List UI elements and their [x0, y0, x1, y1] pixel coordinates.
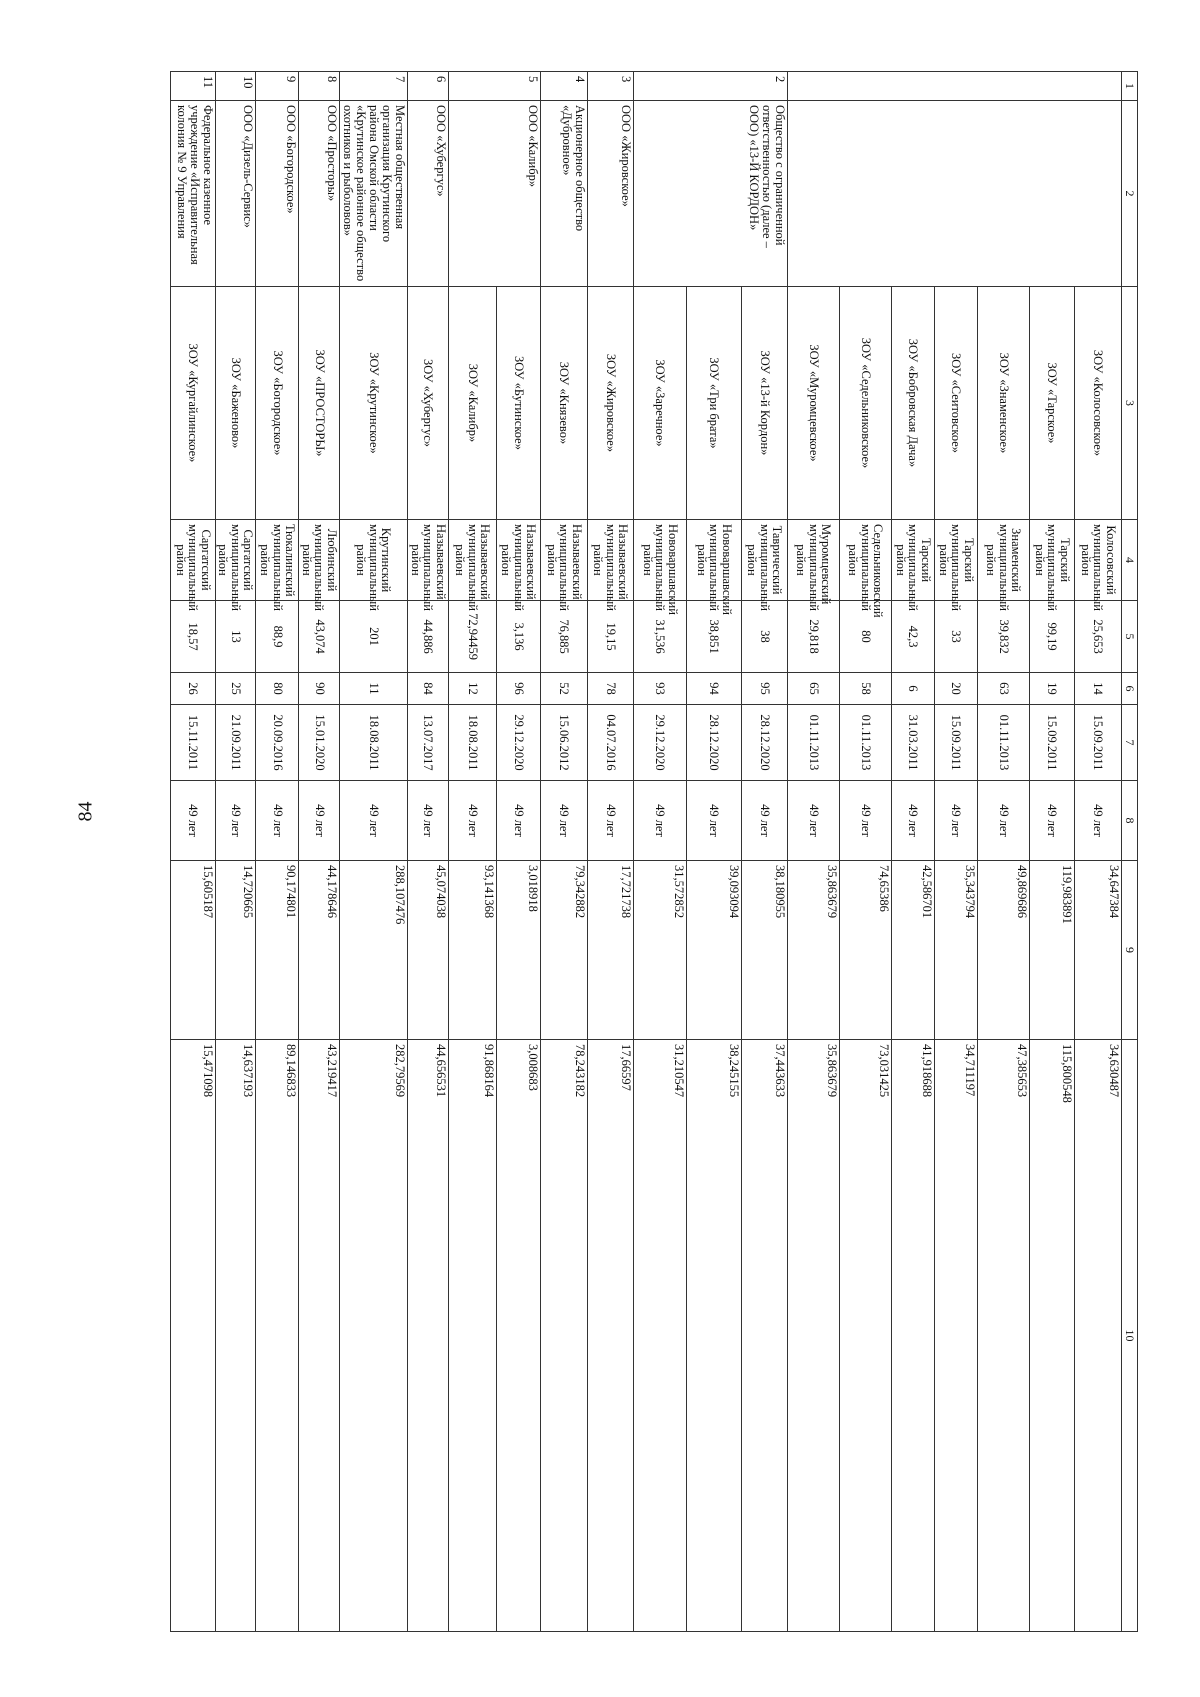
row-number	[1030, 72, 1075, 101]
record-number: 95	[742, 673, 788, 705]
district-name: Таврический муниципальный район	[742, 520, 788, 601]
area-value: 88,9	[256, 601, 299, 673]
organization-name: ООО «Дизель-Сервис»	[216, 101, 257, 287]
district-name: Называевский муниципальный район	[541, 520, 588, 601]
hunting-ground-name: ЗОУ «Хубергус»	[408, 287, 449, 520]
table-row	[299, 72, 340, 1632]
area-value: 44,886	[408, 601, 449, 673]
value-col9: 39,093094	[687, 861, 742, 1040]
agreement-term: 49 лет	[742, 781, 788, 861]
value-col9: 93,141368	[449, 861, 497, 1040]
hunting-ground-name: ЗОУ «ПРОСТОРЫ»	[299, 287, 340, 520]
agreement-date: 20.09.2016	[256, 705, 299, 781]
row-number	[449, 72, 497, 101]
value-col10: 38,245155	[687, 1040, 742, 1632]
organization-name	[935, 101, 978, 287]
agreement-date: 15.01.2020	[299, 705, 340, 781]
agreement-term: 49 лет	[256, 781, 299, 861]
agreement-term: 49 лет	[299, 781, 340, 861]
organization-name	[634, 101, 687, 287]
header-cell: 10	[1122, 1040, 1138, 1632]
record-number: 19	[1030, 673, 1075, 705]
table-row	[216, 72, 257, 1632]
agreement-date: 28.12.2020	[742, 705, 788, 781]
area-value: 38,851	[687, 601, 742, 673]
agreement-date: 29.12.2020	[634, 705, 687, 781]
table-row	[840, 72, 892, 1632]
value-col10: 34,630487	[1075, 1040, 1122, 1632]
value-col9: 35,863679	[788, 861, 840, 1040]
value-col9: 44,178646	[299, 861, 340, 1040]
district-name: Тарский муниципальный район	[935, 520, 978, 601]
row-number: 3	[588, 72, 634, 101]
organization-name	[978, 101, 1030, 287]
value-col10: 34,711197	[935, 1040, 978, 1632]
value-col9: 288,107476	[340, 861, 408, 1040]
agreement-term: 49 лет	[634, 781, 687, 861]
row-number: 5	[497, 72, 541, 101]
record-number: 25	[216, 673, 257, 705]
header-cell: 6	[1122, 673, 1138, 705]
organization-name: ООО «Калибр»	[497, 101, 541, 287]
agreement-date: 21.09.2011	[216, 705, 257, 781]
district-name: Саргатский муниципальный район	[216, 520, 257, 601]
agreement-term: 49 лет	[449, 781, 497, 861]
value-col9: 15,605187	[171, 861, 216, 1040]
area-value: 29,818	[788, 601, 840, 673]
hunting-ground-name: ЗОУ «Баженово»	[216, 287, 257, 520]
district-name: Саргатский муниципальный район	[171, 520, 216, 601]
record-number: 20	[935, 673, 978, 705]
agreement-term: 49 лет	[1030, 781, 1075, 861]
organization-name	[1030, 101, 1075, 287]
area-value: 13	[216, 601, 257, 673]
agreement-date: 13.07.2017	[408, 705, 449, 781]
value-col10: 43,219417	[299, 1040, 340, 1632]
row-number: 8	[299, 72, 340, 101]
value-col9: 49,869686	[978, 861, 1030, 1040]
column-number-row	[1122, 72, 1138, 1632]
table-row	[1030, 72, 1075, 1632]
organization-name: ООО «Богородское»	[256, 101, 299, 287]
header-cell: 4	[1122, 520, 1138, 601]
value-col9: 14,720665	[216, 861, 257, 1040]
value-col10: 115,800548	[1030, 1040, 1075, 1632]
record-number: 80	[256, 673, 299, 705]
value-col10: 35,863679	[788, 1040, 840, 1632]
hunting-ground-name: ЗОУ «Знаменское»	[978, 287, 1030, 520]
record-number: 96	[497, 673, 541, 705]
district-name: Тарский муниципальный район	[1030, 520, 1075, 601]
district-name: Называевский муниципальный район	[588, 520, 634, 601]
agreement-term: 49 лет	[892, 781, 935, 861]
record-number: 14	[1075, 673, 1122, 705]
value-col10: 14,637193	[216, 1040, 257, 1632]
area-value: 25,653	[1075, 601, 1122, 673]
record-number: 6	[892, 673, 935, 705]
row-number	[1075, 72, 1122, 101]
value-col10: 89,146833	[256, 1040, 299, 1632]
table-row	[340, 72, 408, 1632]
agreement-date: 01.11.2013	[840, 705, 892, 781]
value-col10: 3,008683	[497, 1040, 541, 1632]
value-col9: 90,174801	[256, 861, 299, 1040]
value-col10: 73,031425	[840, 1040, 892, 1632]
record-number: 11	[340, 673, 408, 705]
value-col9: 31,572852	[634, 861, 687, 1040]
agreement-date: 29.12.2020	[497, 705, 541, 781]
hunting-ground-name: ЗОУ «Кургайлинское»	[171, 287, 216, 520]
district-name: Называевский муниципальный район	[408, 520, 449, 601]
agreement-term: 49 лет	[216, 781, 257, 861]
district-name: Знаменский муниципальный район	[978, 520, 1030, 601]
district-name: Седельниковский муниципальный район	[840, 520, 892, 601]
row-number	[687, 72, 742, 101]
agreement-date: 01.11.2013	[978, 705, 1030, 781]
table-row	[408, 72, 449, 1632]
hunting-grounds-table	[170, 71, 1138, 1632]
agreement-term: 49 лет	[497, 781, 541, 861]
organization-name	[892, 101, 935, 287]
table-row	[497, 72, 541, 1632]
hunting-ground-name: ЗОУ «Заречное»	[634, 287, 687, 520]
table-row	[588, 72, 634, 1632]
hunting-ground-name: ЗОУ «Три брата»	[687, 287, 742, 520]
row-number: 10	[216, 72, 257, 101]
organization-name	[1075, 101, 1122, 287]
record-number: 12	[449, 673, 497, 705]
header-cell: 2	[1122, 101, 1138, 287]
organization-name: Федеральное казенное учреждение «Исправительная колония № 9 Управления	[171, 101, 216, 287]
table-row	[1075, 72, 1122, 1632]
value-col9: 74,65386	[840, 861, 892, 1040]
area-value: 3,136	[497, 601, 541, 673]
record-number: 58	[840, 673, 892, 705]
table-row	[634, 72, 687, 1632]
table-row	[256, 72, 299, 1632]
agreement-date: 15.11.2011	[171, 705, 216, 781]
area-value: 76,885	[541, 601, 588, 673]
row-number: 6	[408, 72, 449, 101]
table-row	[742, 72, 788, 1632]
row-number: 4	[541, 72, 588, 101]
header-cell: 7	[1122, 705, 1138, 781]
record-number: 63	[978, 673, 1030, 705]
value-col9: 17,721738	[588, 861, 634, 1040]
organization-name: Общество с ограниченной ответственностью (далее – ООО) «13-Й КОРДОН»	[742, 101, 788, 287]
page-number: 84	[74, 801, 97, 822]
area-value: 39,832	[978, 601, 1030, 673]
organization-name: Акционерное общество «Дубровное»	[541, 101, 588, 287]
agreement-term: 49 лет	[588, 781, 634, 861]
hunting-ground-name: ЗОУ «Бобровская Дача»	[892, 287, 935, 520]
rotated-table-container	[119, 71, 1138, 1631]
table-row	[449, 72, 497, 1632]
record-number: 26	[171, 673, 216, 705]
agreement-date: 18.08.2011	[449, 705, 497, 781]
value-col9: 38,180955	[742, 861, 788, 1040]
value-col10: 44,656531	[408, 1040, 449, 1632]
area-value: 43,074	[299, 601, 340, 673]
record-number: 93	[634, 673, 687, 705]
organization-name	[449, 101, 497, 287]
organization-name	[840, 101, 892, 287]
record-number: 65	[788, 673, 840, 705]
organization-name	[687, 101, 742, 287]
hunting-ground-name: ЗОУ «Колосовское»	[1075, 287, 1122, 520]
row-number: 2	[742, 72, 788, 101]
area-value: 18,57	[171, 601, 216, 673]
district-name: Называевский муниципальный район	[449, 520, 497, 601]
area-value: 201	[340, 601, 408, 673]
header-cell: 3	[1122, 287, 1138, 520]
value-col9: 119,983891	[1030, 861, 1075, 1040]
agreement-term: 49 лет	[171, 781, 216, 861]
hunting-ground-name: ЗОУ «Седельниковское»	[840, 287, 892, 520]
agreement-date: 15.06.2012	[541, 705, 588, 781]
organization-name: ООО «Жировское»	[588, 101, 634, 287]
table-row	[788, 72, 840, 1632]
table-row	[935, 72, 978, 1632]
hunting-ground-name: ЗОУ «Сеитовское»	[935, 287, 978, 520]
agreement-term: 49 лет	[340, 781, 408, 861]
table-row	[687, 72, 742, 1632]
area-value: 42,3	[892, 601, 935, 673]
hunting-ground-name: ЗОУ «13-й Кордон»	[742, 287, 788, 520]
district-name: Нововаршавский муниципальный район	[687, 520, 742, 601]
area-value: 31,536	[634, 601, 687, 673]
row-number: 11	[171, 72, 216, 101]
record-number: 78	[588, 673, 634, 705]
value-col9: 35,343794	[935, 861, 978, 1040]
agreement-term: 49 лет	[408, 781, 449, 861]
table-row	[892, 72, 935, 1632]
hunting-ground-name: ЗОУ «Крутинское»	[340, 287, 408, 520]
value-col9: 42,586701	[892, 861, 935, 1040]
organization-name: ООО «Хубергус»	[408, 101, 449, 287]
value-col9: 34,647384	[1075, 861, 1122, 1040]
agreement-term: 49 лет	[978, 781, 1030, 861]
agreement-date: 18.08.2011	[340, 705, 408, 781]
area-value: 99,19	[1030, 601, 1075, 673]
row-number	[788, 72, 840, 101]
agreement-term: 49 лет	[840, 781, 892, 861]
hunting-ground-name: ЗОУ «Калибр»	[449, 287, 497, 520]
hunting-ground-name: ЗОУ «Бутинское»	[497, 287, 541, 520]
district-name: Любинский муниципальный район	[299, 520, 340, 601]
hunting-ground-name: ЗОУ «Князево»	[541, 287, 588, 520]
value-col10: 91,868164	[449, 1040, 497, 1632]
hunting-ground-name: ЗОУ «Жировское»	[588, 287, 634, 520]
row-number: 9	[256, 72, 299, 101]
organization-name: ООО «Просторы»	[299, 101, 340, 287]
row-number: 7	[340, 72, 408, 101]
value-col9: 79,342882	[541, 861, 588, 1040]
row-number	[840, 72, 892, 101]
row-number	[892, 72, 935, 101]
district-name: Муромцевский муниципальный район	[788, 520, 840, 601]
organization-name: Местная общественная организация Крутинского района Омской области «Крутинское районное общество охотников и рыболовов»	[340, 101, 408, 287]
table-row	[978, 72, 1030, 1632]
header-cell: 5	[1122, 601, 1138, 673]
area-value: 33	[935, 601, 978, 673]
hunting-ground-name: ЗОУ «Муромцевское»	[788, 287, 840, 520]
area-value: 38	[742, 601, 788, 673]
district-name: Тарский муниципальный район	[892, 520, 935, 601]
organization-name	[788, 101, 840, 287]
agreement-date: 15.09.2011	[1075, 705, 1122, 781]
value-col10: 17,66597	[588, 1040, 634, 1632]
agreement-term: 49 лет	[935, 781, 978, 861]
header-cell: 9	[1122, 861, 1138, 1040]
value-col9: 3,018918	[497, 861, 541, 1040]
hunting-ground-name: ЗОУ «Богородское»	[256, 287, 299, 520]
agreement-date: 01.11.2013	[788, 705, 840, 781]
agreement-term: 49 лет	[541, 781, 588, 861]
district-name: Называевский муниципальный район	[497, 520, 541, 601]
agreement-term: 49 лет	[788, 781, 840, 861]
agreement-term: 49 лет	[1075, 781, 1122, 861]
value-col10: 31,210547	[634, 1040, 687, 1632]
record-number: 94	[687, 673, 742, 705]
row-number	[978, 72, 1030, 101]
agreement-date: 31.03.2011	[892, 705, 935, 781]
header-cell: 8	[1122, 781, 1138, 861]
value-col10: 15,471098	[171, 1040, 216, 1632]
row-number	[634, 72, 687, 101]
hunting-ground-name: ЗОУ «Тарское»	[1030, 287, 1075, 520]
area-value: 72,94459	[449, 601, 497, 673]
value-col10: 282,79569	[340, 1040, 408, 1632]
value-col10: 37,443633	[742, 1040, 788, 1632]
district-name: Крутинский муниципальный район	[340, 520, 408, 601]
agreement-term: 49 лет	[687, 781, 742, 861]
record-number: 84	[408, 673, 449, 705]
district-name: Нововаршавский муниципальный район	[634, 520, 687, 601]
value-col10: 47,385653	[978, 1040, 1030, 1632]
record-number: 90	[299, 673, 340, 705]
header-cell: 1	[1122, 72, 1138, 101]
row-number	[935, 72, 978, 101]
area-value: 80	[840, 601, 892, 673]
agreement-date: 15.09.2011	[935, 705, 978, 781]
agreement-date: 04.07.2016	[588, 705, 634, 781]
agreement-date: 28.12.2020	[687, 705, 742, 781]
district-name: Тюкалинский муниципальный район	[256, 520, 299, 601]
value-col10: 78,243182	[541, 1040, 588, 1632]
area-value: 19,15	[588, 601, 634, 673]
record-number: 52	[541, 673, 588, 705]
agreement-date: 15.09.2011	[1030, 705, 1075, 781]
table-row	[171, 72, 216, 1632]
table-row	[541, 72, 588, 1632]
value-col10: 41,918688	[892, 1040, 935, 1632]
value-col9: 45,074038	[408, 861, 449, 1040]
district-name: Колосовский муниципальный район	[1075, 520, 1122, 601]
